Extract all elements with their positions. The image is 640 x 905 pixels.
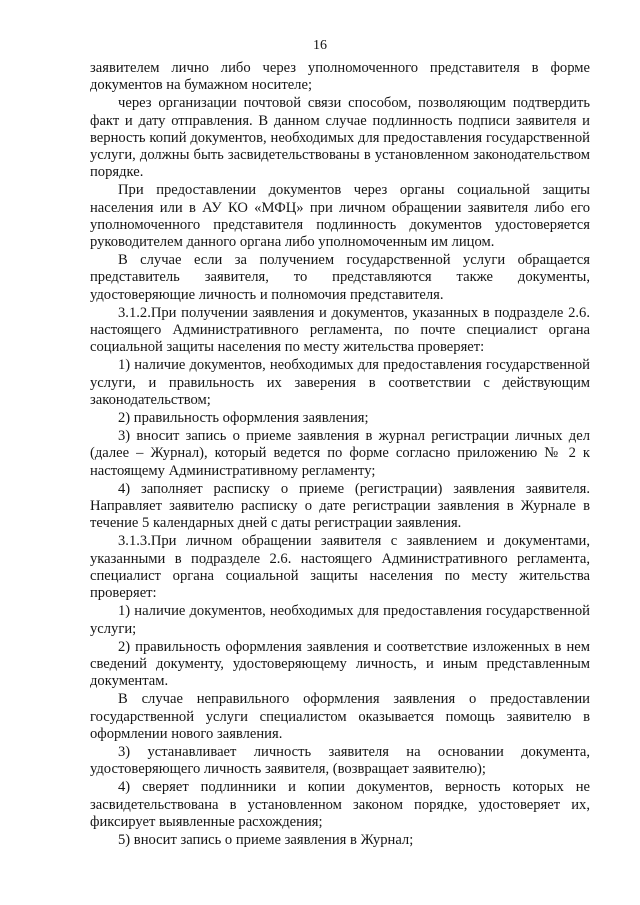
list-item: 4) сверяет подлинники и копии документов, верность которых не засвидетельствована в установленном законом порядке, удостоверяет их, фиксирует выявленные расхождения; (90, 779, 590, 830)
list-item: 5) вносит запись о приеме заявления в Журнал; (118, 831, 414, 848)
list-item: 2) правильность оформления заявления и соответствие изложенных в нем сведений документу, удостоверяющему личность, и иным представленным документам. (90, 638, 590, 690)
paragraph: В случае неправильного оформления заявления о предоставлении государственной услуги специалистом оказывается помощь заявителю в оформлении нового заявления. (90, 691, 590, 742)
list-item: 3) устанавливает личность заявителя на основании документа, удостоверяющего личность заявителя, (возвращает заявителю); (90, 743, 590, 778)
paragraph: При предоставлении документов через органы социальной защиты населения или в АУ КО «МФЦ» при личном обращении заявителя либо его уполномоченного представителя подлинность документов удостоверяется руководителем данного органа либо уполномоченным им лицом. (90, 182, 590, 251)
document-body (90, 60, 590, 850)
paragraph: 3.1.2.При получении заявления и документов, указанных в подразделе 2.6. настоящего Административного регламента, по почте специалист органа социальной защиты населения по месту жительства проверяет: (90, 304, 590, 356)
list-item: 3) вносит запись о приеме заявления в журнал регистрации личных дел (далее – Журнал), который ведется по форме согласно приложению № 2 к настоящему Административному регламенту; (90, 428, 590, 479)
list-item: 1) наличие документов, необходимых для предоставления государственной услуги; (90, 603, 590, 637)
list-item: 2) правильность оформления заявления; (118, 410, 369, 427)
paragraph: заявителем лично либо через уполномоченного представителя в форме документов на бумажном носителе; (90, 60, 590, 94)
paragraph: В случае если за получением государственной услуги обращается представитель заявителя, то представляются также документы, удостоверяющие личность и полномочия представителя. (90, 252, 590, 303)
page-number: 16 (313, 38, 327, 53)
list-item: 1) наличие документов, необходимых для предоставления государственной услуги, и правильность их заверения в соответствии с действующим законодательством; (90, 357, 590, 408)
paragraph: 3.1.3.При личном обращении заявителя с заявлением и документами, указанными в подразделе 2.6. настоящего Административного регламента, специалист органа социальной защиты населения по месту жительства проверяет: (90, 533, 590, 602)
list-item: 4) заполняет расписку о приеме (регистрации) заявления заявителя. Направляет заявителю расписку о дате регистрации заявления в Журнале в течение 5 календарных дней с даты регистрации заявления. (90, 480, 590, 532)
paragraph: через организации почтовой связи способом, позволяющим подтвердить факт и дату отправления. В данном случае подлинность подписи заявителя и верность копий документов, необходимых для предоставления государственной услуги, должны быть засвидетельствованы в установленном законодательством порядке. (90, 95, 590, 181)
